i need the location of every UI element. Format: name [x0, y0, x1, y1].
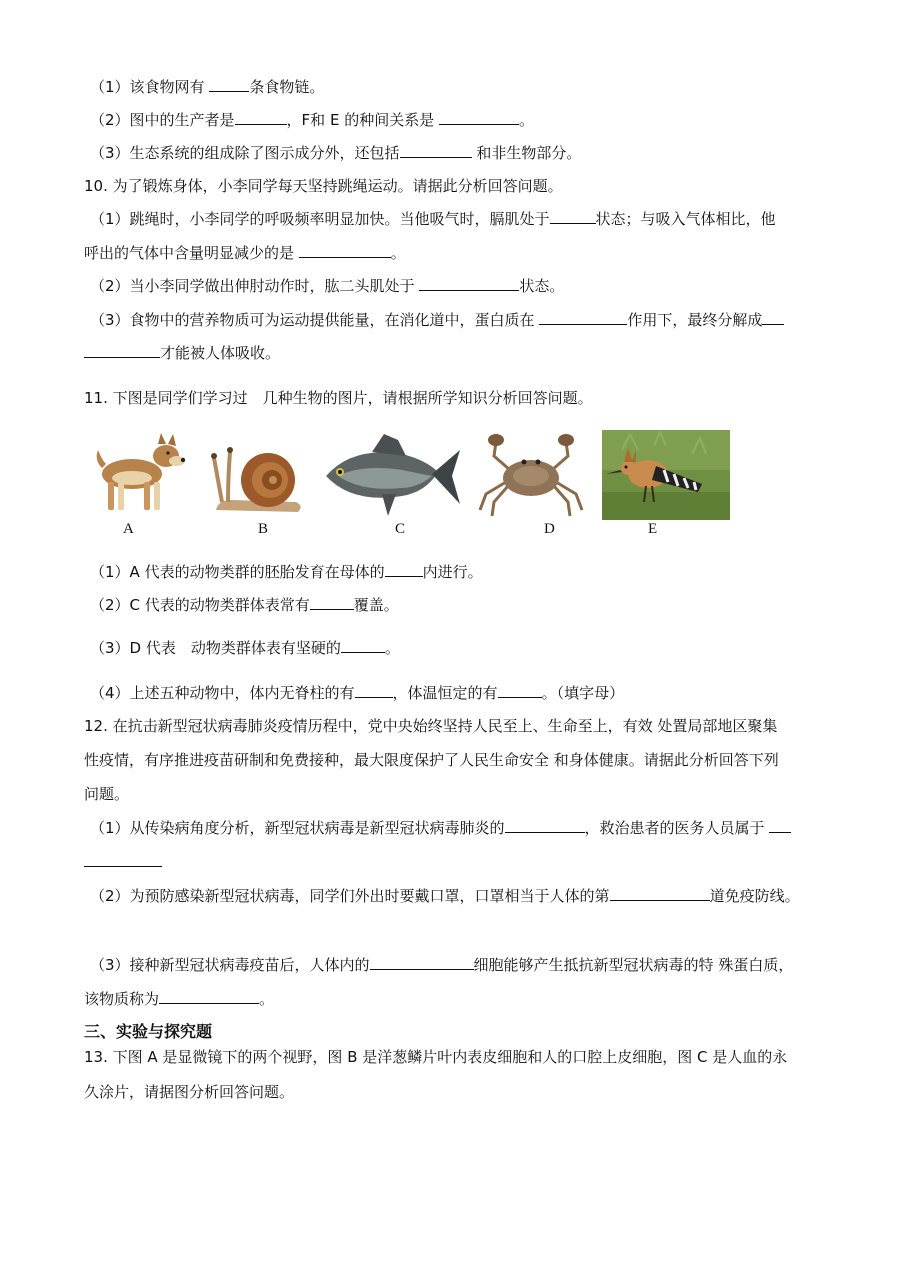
q11-sub3 [90, 638, 400, 658]
q13-stem-line2: 久涂片，请据图分析回答问题。 [84, 1083, 295, 1101]
fish-image [322, 430, 462, 520]
q12-sub3-text-d: 。 [259, 990, 275, 1008]
answer-blank[interactable] [385, 562, 423, 577]
hoopoe-image [602, 430, 730, 520]
q10-sub2-text-b: 状态。 [519, 277, 565, 295]
q11-sub1-text-a: （1）A 代表的动物类群的胚胎发育在母体的 [90, 563, 385, 581]
q10-sub1 [90, 209, 776, 229]
answer-blank[interactable] [370, 955, 474, 970]
q9-sub1-text-a: （1）该食物网有 [90, 78, 210, 96]
animal-label-a: A [123, 521, 134, 537]
dog-image [88, 430, 188, 518]
q9-sub3 [90, 143, 581, 163]
q10-sub3-text-c: 才能被人体吸收。 [160, 344, 281, 362]
q12-stem-line2: 性疫情，有序推进疫苗研制和免费接种，最大限度保护了人民生命安全 和身体健康。请据此分析回答下列 [84, 751, 779, 769]
animal-label-e: E [648, 521, 658, 537]
q10-stem: 10. 为了锻炼身体，小李同学每天坚持跳绳运动。请据此分析回答问题。 [84, 177, 563, 195]
answer-blank[interactable] [550, 209, 596, 224]
q12-sub1-text-b: ，救治患者的医务人员属于 [584, 819, 770, 837]
q12-stem-line3: 问题。 [84, 785, 130, 803]
answer-blank[interactable] [310, 595, 354, 610]
answer-blank[interactable] [762, 310, 784, 325]
q11-sub2 [90, 595, 399, 615]
q9-sub2 [90, 110, 534, 130]
q10-sub1-cont [84, 243, 406, 263]
q12-stem-line1: 12. 在抗击新型冠状病毒肺炎疫情历程中，党中央始终坚持人民至上、生命至上，有效 处置局部地区聚集 [84, 717, 778, 735]
answer-blank[interactable] [505, 818, 585, 833]
q10-sub3-cont [84, 343, 280, 363]
answer-blank[interactable] [209, 77, 249, 92]
q11-sub4-text-a: （4）上述五种动物中，体内无脊柱的有 [90, 684, 355, 702]
section-heading: 三、实验与探究题 [84, 1022, 213, 1041]
q12-sub2 [90, 886, 800, 906]
q10-sub2-text-a: （2）当小李同学做出伸肘动作时，肱二头肌处于 [90, 277, 420, 295]
q11-stem: 11. 下图是同学们学习过 几种生物的图片，请根据所学知识分析回答问题。 [84, 389, 593, 407]
answer-blank[interactable] [355, 683, 393, 698]
q10-sub1-text-d: 。 [390, 244, 406, 262]
answer-blank[interactable] [299, 243, 391, 258]
answer-blank[interactable] [159, 989, 259, 1004]
answer-blank[interactable] [610, 886, 710, 901]
q9-sub1-text-b: 条食物链。 [249, 78, 325, 96]
q9-sub2-text-c: 。 [518, 111, 534, 129]
q10-sub3-text-b: 作用下，最终分解成 [627, 311, 763, 329]
q11-sub4 [90, 683, 624, 703]
q11-sub3-text-a: （3）D 代表 动物类群体表有坚硬的 [90, 639, 341, 657]
q9-sub1 [90, 77, 324, 97]
answer-blank[interactable] [769, 818, 791, 833]
animal-label-b: B [258, 521, 269, 537]
answer-blank[interactable] [439, 110, 519, 125]
answer-blank[interactable] [341, 638, 385, 653]
q9-sub3-text-b: 和非生物部分。 [471, 144, 582, 162]
answer-blank[interactable] [84, 343, 160, 358]
q11-sub3-text-b: 。 [384, 639, 400, 657]
q12-sub1-text-a: （1）从传染病角度分析，新型冠状病毒是新型冠状病毒肺炎的 [90, 819, 505, 837]
q12-sub3-text-a: （3）接种新型冠状病毒疫苗后，人体内的 [90, 956, 370, 974]
q10-sub1-text-b: 状态；与吸入气体相比，他 [595, 210, 776, 228]
q12-sub1-cont [84, 852, 162, 872]
q10-sub1-text-a: （1）跳绳时，小李同学的呼吸频率明显加快。当他吸气时，膈肌处于 [90, 210, 550, 228]
q9-sub2-text-b: ，F和 E 的种间关系是 [286, 111, 439, 129]
answer-blank[interactable] [84, 852, 162, 867]
q10-sub2 [90, 276, 564, 296]
q9-sub3-text-a: （3）生态系统的组成除了图示成分外，还包括 [90, 144, 400, 162]
q12-sub3-cont [84, 989, 274, 1009]
animal-label-d: D [544, 521, 555, 537]
answer-blank[interactable] [498, 683, 542, 698]
q11-sub4-text-c: 。（填字母） [541, 684, 625, 702]
crab-image [476, 430, 586, 518]
animal-label-c: C [395, 521, 406, 537]
q10-sub3 [90, 310, 784, 330]
q13-stem-line1: 13. 下图 A 是显微镜下的两个视野，图 B 是洋葱鳞片叶内表皮细胞和人的口腔上皮细胞，图 C 是人血的永 [84, 1048, 788, 1066]
q11-sub2-text-a: （2）C 代表的动物类群体表常有 [90, 596, 310, 614]
q12-sub2-text-a: （2）为预防感染新型冠状病毒，同学们外出时要戴口罩，口罩相当于人体的第 [90, 887, 610, 905]
q11-sub4-text-b: ，体温恒定的有 [392, 684, 498, 702]
q12-sub3-text-c: 该物质称为 [84, 990, 160, 1008]
q12-sub3 [90, 955, 793, 975]
q11-sub2-text-b: 覆盖。 [353, 596, 399, 614]
q10-sub1-text-c: 呼出的气体中含量明显减少的是 [84, 244, 299, 262]
q9-sub2-text-a: （2）图中的生产者是 [90, 111, 235, 129]
answer-blank[interactable] [400, 143, 472, 158]
snail-image [208, 430, 308, 518]
q12-sub1 [90, 818, 791, 838]
q10-sub3-text-a: （3）食物中的营养物质可为运动提供能量，在消化道中，蛋白质在 [90, 311, 540, 329]
answer-blank[interactable] [539, 310, 627, 325]
q12-sub3-text-b: 细胞能够产生抵抗新型冠状病毒的特 殊蛋白质， [473, 956, 794, 974]
q11-sub1 [90, 562, 483, 582]
q12-sub2-text-b: 道免疫防线。 [709, 887, 800, 905]
answer-blank[interactable] [419, 276, 519, 291]
answer-blank[interactable] [235, 110, 287, 125]
q11-sub1-text-b: 内进行。 [422, 563, 483, 581]
